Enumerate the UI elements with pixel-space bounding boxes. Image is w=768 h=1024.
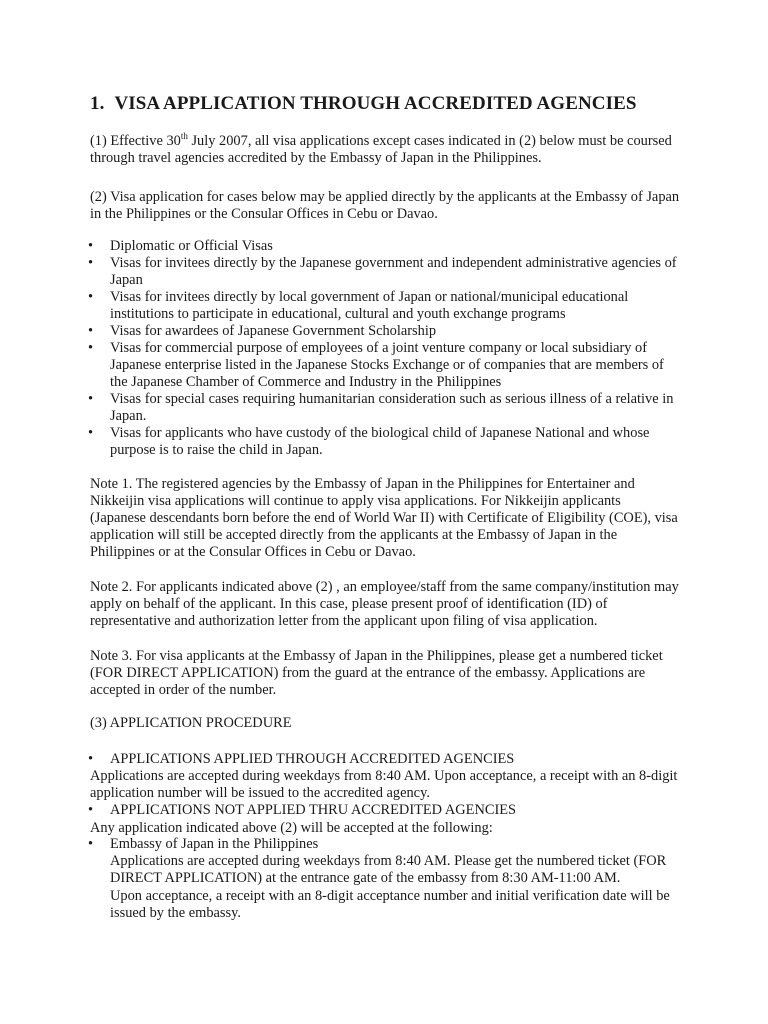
bullet-dot: • [88, 751, 94, 767]
procedure-item-title: Embassy of Japan in the Philippines [110, 836, 319, 852]
procedure-item-title: APPLICATIONS NOT APPLIED THRU ACCREDITED AGENCIES [110, 802, 517, 818]
list-item: • Visas for commercial purpose of employees of a joint venture company or local subsidiary of Japanese enterprise listed in the Japanese Stocks Exchange or of companies that are members of the Japanese Chamber of Commerce and Industry in the Philippines [90, 340, 685, 391]
note-3: Note 3. For visa applicants at the Embassy of Japan in the Philippines, please get a numbered ticket (FOR DIRECT APPLICATION) from the guard at the entrance of the embassy. Applications are accepted in order of the number. [90, 648, 663, 698]
bullet-dot: • [88, 836, 94, 852]
list-item: • Visas for applicants who have custody of the biological child of Japanese National and whose purpose is to raise the child in Japan. [90, 425, 685, 459]
para1-superscript: th [180, 131, 188, 142]
note-1: Note 1. The registered agencies by the Embassy of Japan in the Philippines for Entertainer and Nikkeijin visa applications will continue to apply visa applications. For Nikkeijin applicants (Japanese descendants born before the end of World War II) with Certificate of Eligibility (COE), visa application will still be accepted directly from the applicants at the Embassy of Japan in the Philippines or at the Consular Offices in Cebu or Davao. [90, 476, 678, 560]
section-number: 1. [90, 93, 105, 114]
procedure-heading: (3) APPLICATION PROCEDURE [90, 715, 292, 731]
procedure-item-accredited [90, 751, 514, 768]
list-item: • Visas for special cases requiring humanitarian consideration such as serious illness of a relative in Japan. [90, 391, 685, 425]
note-2: Note 2. For applicants indicated above (2) , an employee/staff from the same company/institution may apply on behalf of the applicant. In this case, please present proof of identification (ID) of representative and authorization letter from the applicant upon filing of visa application. [90, 579, 679, 629]
list-item: • Visas for invitees directly by local government of Japan or national/municipal educational institutions to participate in educational, cultural and youth exchange programs [90, 289, 685, 323]
direct-cases-list [90, 238, 685, 459]
para1-prefix: (1) Effective 30 [90, 133, 181, 149]
paragraph-direct-cases: (2) Visa application for cases below may be applied directly by the applicants at the Embassy of Japan in the Philippines or the Consular Offices in Cebu or Davao. [90, 189, 680, 222]
procedure-item-body: Upon acceptance, a receipt with an 8-digit acceptance number and initial verification date will be issued by the embassy. [110, 888, 670, 921]
paragraph-effective-date [90, 133, 680, 167]
list-item: • Diplomatic or Official Visas [90, 238, 685, 255]
procedure-item-body: Applications are accepted during weekdays from 8:40 AM. Upon acceptance, a receipt with an 8-digit application number will be issued to the accredited agency. [90, 768, 678, 801]
para1-suffix: July 2007, all visa applications except cases indicated in (2) below must be coursed through travel agencies accredited by the Embassy of Japan in the Philippines. [90, 133, 672, 166]
section-heading [90, 93, 637, 115]
bullet-dot: • [88, 802, 94, 818]
procedure-item-body: Applications are accepted during weekdays from 8:40 AM. Please get the numbered ticket (FOR DIRECT APPLICATION) at the entrance gate of the embassy from 8:30 AM-11:00 AM. [110, 853, 667, 886]
list-item: • Visas for invitees directly by the Japanese government and independent administrative agencies of Japan [90, 255, 685, 289]
procedure-item-title: APPLICATIONS APPLIED THROUGH ACCREDITED AGENCIES [110, 751, 515, 767]
procedure-item-embassy [90, 836, 318, 853]
list-item: • Visas for awardees of Japanese Government Scholarship [90, 323, 685, 340]
section-title: VISA APPLICATION THROUGH ACCREDITED AGENCIES [114, 93, 637, 114]
procedure-item-not-accredited [90, 802, 516, 819]
procedure-item-body: Any application indicated above (2) will be accepted at the following: [90, 820, 493, 836]
